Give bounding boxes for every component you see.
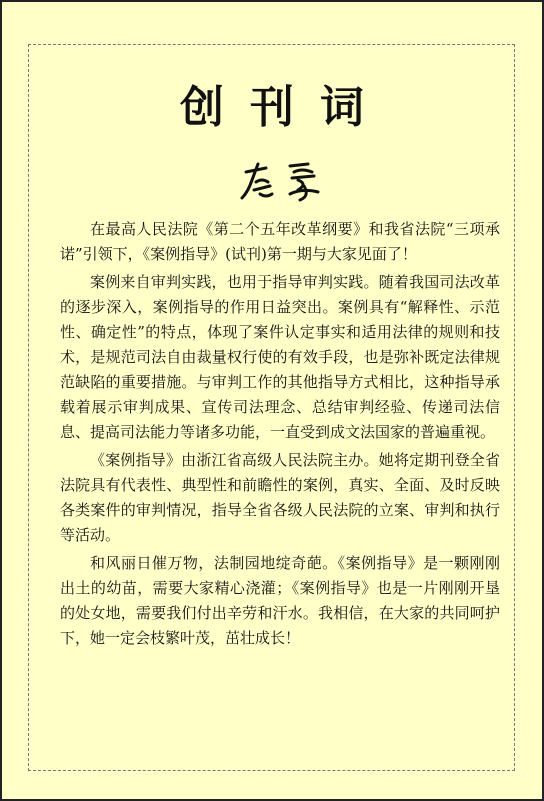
page-title: 创刊词	[180, 82, 390, 133]
paragraph: 《案例指导》由浙江省高级人民法院主办。她将定期刊登全省法院具有代表性、典型性和前瞻性的案例，真实、全面、及时反映各类案件的审判情况，指导全省各级人民法院的立案、审判和执行等活动。	[60, 451, 500, 544]
article-body	[60, 217, 500, 651]
paragraph: 案例来自审判实践，也用于指导审判实践。随着我国司法改革的逐步深入，案例指导的作用日益突出。案例具有“解释性、示范性、确定性”的特点，体现了案件认定事实和适用法律的规则和技术，是规范司法自由裁量权行使的有效手段，也是弥补既定法律规范缺陷的重要措施。与审判工作的其他指导方式相比，这种指导承载着展示审判成果、宣传司法理念、总结审判经验、传递司法信息、提高司法能力等诸多功能，一直受到成文法国家的普遍重视。	[60, 273, 500, 441]
paragraph: 和风丽日催万物，法制园地绽奇葩。《案例指导》是一颗刚刚出土的幼苗，需要大家精心浇灌；《案例指导》也是一片刚刚开垦的处女地，需要我们付出辛劳和汗水。我相信，在大家的共同呵护下，她一定会枝繁叶茂，茁壮成长！	[60, 554, 500, 647]
paragraph: 在最高人民法院《第二个五年改革纲要》和我省法院“三项承诺”引领下，《案例指导》(试刊)第一期与大家见面了！	[60, 220, 500, 263]
author-signature	[238, 158, 328, 202]
